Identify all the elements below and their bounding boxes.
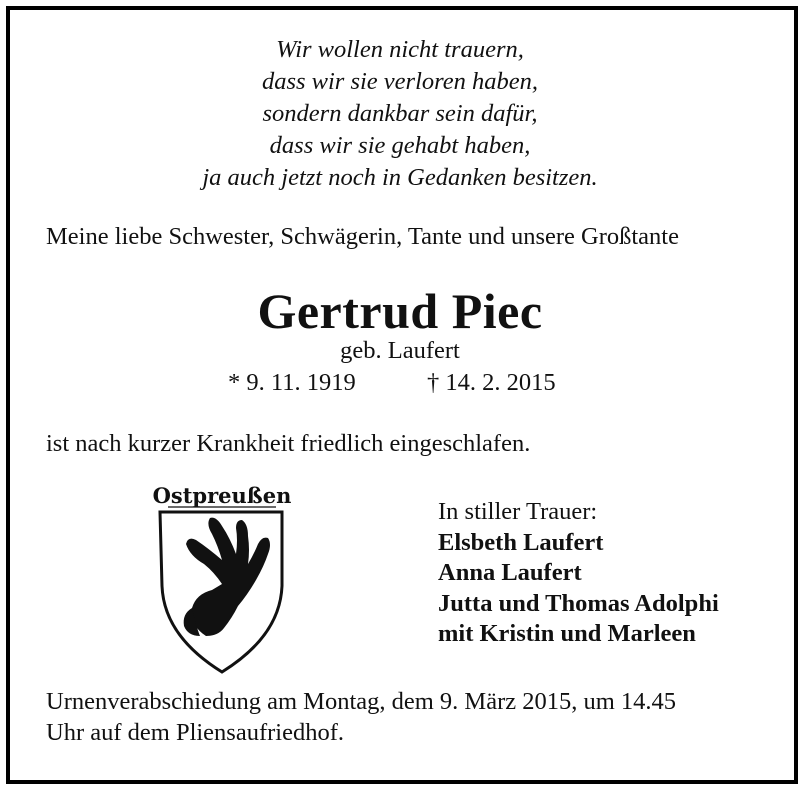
mourners-block <box>438 497 719 650</box>
ostpreussen-crest <box>152 476 292 676</box>
elk-antler-shield-icon <box>152 476 292 676</box>
passing-text: ist nach kurzer Krankheit friedlich eingeschlafen. <box>46 430 531 457</box>
birth-date: * 9. 11. 1919 <box>228 369 356 396</box>
mourner-name: Anna Laufert <box>438 559 582 586</box>
poem-line: dass wir sie verloren haben, <box>261 68 539 95</box>
poem-line: Wir wollen nicht trauern, <box>276 36 524 63</box>
crest-caption: Ostpreußen <box>152 483 292 508</box>
mourner-name: Elsbeth Laufert <box>438 528 604 556</box>
deceased-name: Gertrud Piec <box>257 283 543 339</box>
intro-text: Meine liebe Schwester, Schwägerin, Tante und unsere Großtante <box>46 223 679 250</box>
mourner-name: mit Kristin und Marleen <box>438 620 696 647</box>
poem-line: ja auch jetzt noch in Gedanken besitzen. <box>202 164 598 191</box>
service-line: Urnenverabschiedung am Montag, dem 9. März 2015, um 14.45 <box>46 688 677 715</box>
service-line: Uhr auf dem Pliensaufriedhof. <box>46 719 344 746</box>
birth-name: geb. Laufert <box>340 337 460 364</box>
memorial-poem <box>0 34 800 194</box>
poem-line: dass wir sie gehabt haben, <box>269 132 531 159</box>
mourners-heading: In stiller Trauer: <box>438 498 598 525</box>
poem-line: sondern dankbar sein dafür, <box>262 100 538 127</box>
service-info <box>46 686 766 748</box>
mourner-name: Jutta und Thomas Adolphi <box>438 589 719 617</box>
death-date: † 14. 2. 2015 <box>427 369 556 396</box>
